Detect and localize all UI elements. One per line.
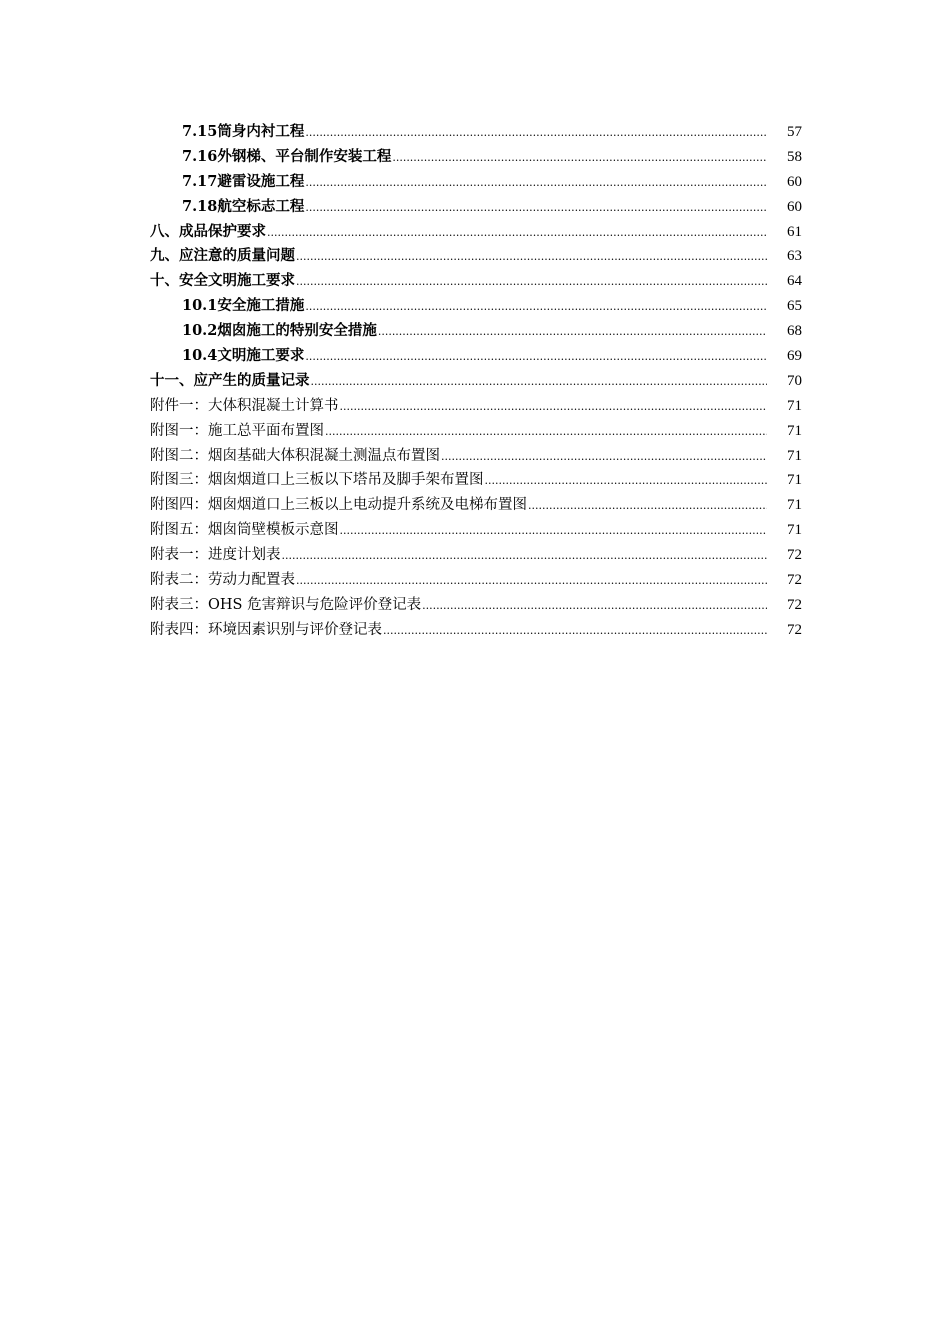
- toc-entry[interactable]: [150, 294, 802, 319]
- toc-page-number: 60: [787, 198, 802, 215]
- toc-dot-leader: [383, 619, 767, 644]
- toc-page-number: 72: [787, 547, 802, 564]
- toc-page-number: 71: [787, 472, 802, 489]
- toc-entry[interactable]: [150, 319, 802, 344]
- toc-dot-leader: [296, 245, 767, 270]
- toc-dot-leader: [340, 519, 768, 544]
- toc-entry[interactable]: [150, 195, 802, 220]
- toc-entry-label: 附图三：烟囱烟道口上三板以下塔吊及脚手架布置图: [150, 472, 484, 489]
- toc-page-number: 71: [787, 497, 802, 514]
- toc-dot-leader: [441, 445, 767, 470]
- toc-entry[interactable]: [150, 518, 802, 543]
- toc-entry[interactable]: [150, 543, 802, 568]
- toc-page-number: 71: [787, 422, 802, 439]
- toc-page-number: 72: [787, 572, 802, 589]
- toc-page-number: 57: [787, 124, 802, 140]
- toc-page-number: 71: [787, 397, 802, 414]
- toc-entry[interactable]: [150, 220, 802, 245]
- toc-entry-label: 10.4文明施工要求: [182, 347, 305, 365]
- toc-page-number: 60: [787, 173, 802, 190]
- toc-dot-leader: [392, 146, 767, 171]
- toc-entry[interactable]: [150, 244, 802, 269]
- toc-entry-label: 附表一：进度计划表: [150, 547, 281, 564]
- toc-entry[interactable]: [150, 120, 802, 145]
- toc-page-number: 64: [787, 273, 802, 290]
- toc-dot-leader: [296, 270, 767, 295]
- toc-dot-leader: [340, 395, 768, 420]
- toc-entry[interactable]: [150, 394, 802, 419]
- toc-entry[interactable]: [150, 369, 802, 394]
- toc-entry-label: 附图一：施工总平面布置图: [150, 422, 324, 439]
- toc-entry[interactable]: [150, 269, 802, 294]
- toc-entry[interactable]: [150, 493, 802, 518]
- toc-entry-label: 附表三：OHS 危害辩识与危险评价登记表: [150, 596, 422, 613]
- toc-entry-label: 九、应注意的质量问题: [150, 247, 295, 265]
- toc-entry[interactable]: [150, 468, 802, 493]
- toc-entry-label: 八、成品保护要求: [150, 222, 266, 240]
- toc-entry-label: 10.2烟囱施工的特别安全措施: [182, 322, 377, 340]
- toc-entry-label: 附件一：大体积混凝土计算书: [150, 397, 339, 414]
- toc-entry-label: 10.1安全施工措施: [182, 297, 305, 315]
- toc-dot-leader: [378, 320, 767, 345]
- toc-page-number: 72: [787, 621, 802, 638]
- toc-page-number: 71: [787, 447, 802, 464]
- toc-page-number: 65: [787, 298, 802, 315]
- toc-dot-leader: [296, 569, 767, 594]
- toc-entry-label: 7.16外钢梯、平台制作安装工程: [182, 147, 392, 165]
- toc-entry[interactable]: [150, 145, 802, 170]
- table-of-contents: [150, 120, 802, 643]
- toc-dot-leader: [305, 171, 767, 196]
- toc-entry-label: 7.15筒身内衬工程: [182, 123, 305, 140]
- toc-dot-leader: [305, 345, 767, 370]
- toc-entry[interactable]: [150, 419, 802, 444]
- toc-dot-leader: [305, 295, 767, 320]
- toc-dot-leader: [311, 370, 768, 395]
- toc-page-number: 69: [787, 348, 802, 365]
- toc-entry[interactable]: [150, 344, 802, 369]
- toc-dot-leader: [528, 494, 767, 519]
- toc-entry[interactable]: [150, 444, 802, 469]
- toc-entry-label: 7.18航空标志工程: [182, 197, 305, 215]
- toc-entry[interactable]: [150, 568, 802, 593]
- toc-entry[interactable]: [150, 593, 802, 618]
- toc-entry-label: 十一、应产生的质量记录: [150, 371, 310, 389]
- toc-entry-label: 附表二：劳动力配置表: [150, 572, 295, 589]
- toc-entry-label: 附表四：环境因素识别与评价登记表: [150, 621, 382, 638]
- toc-dot-leader: [422, 594, 767, 619]
- toc-entry-label: 附图二：烟囱基础大体积混凝土测温点布置图: [150, 447, 440, 464]
- toc-dot-leader: [325, 420, 767, 445]
- toc-page-number: 71: [787, 522, 802, 539]
- toc-entry[interactable]: [150, 618, 802, 643]
- toc-page-number: 63: [787, 248, 802, 265]
- toc-entry-label: 十、安全文明施工要求: [150, 272, 295, 290]
- toc-dot-leader: [267, 221, 767, 246]
- toc-entry-label: 附图五：烟囱筒壁模板示意图: [150, 522, 339, 539]
- toc-page-number: 58: [787, 148, 802, 165]
- toc-entry[interactable]: [150, 170, 802, 195]
- toc-page-number: 61: [787, 223, 802, 240]
- toc-dot-leader: [305, 121, 767, 146]
- toc-page-number: 70: [787, 372, 802, 389]
- toc-dot-leader: [305, 196, 767, 221]
- toc-entry-label: 附图四：烟囱烟道口上三板以上电动提升系统及电梯布置图: [150, 497, 527, 514]
- toc-entry-label: 7.17避雷设施工程: [182, 172, 305, 190]
- toc-page-number: 68: [787, 323, 802, 340]
- toc-dot-leader: [485, 469, 768, 494]
- toc-dot-leader: [282, 544, 768, 569]
- toc-page-number: 72: [787, 596, 802, 613]
